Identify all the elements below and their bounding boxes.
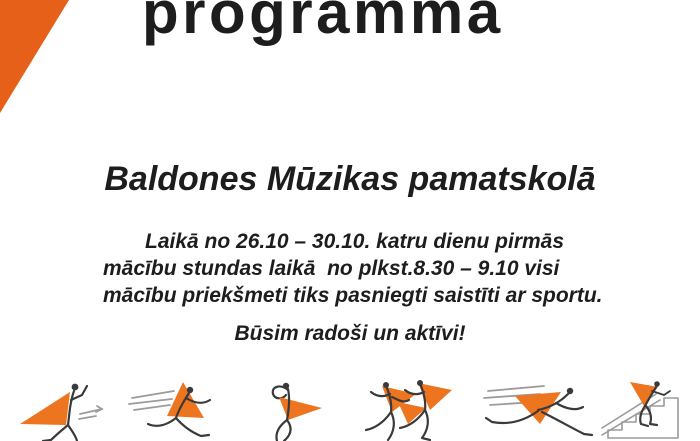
orienteer-sprinting-icon (126, 378, 228, 441)
orienteer-dashing-icon (482, 378, 598, 441)
orienteer-standing-icon (16, 378, 106, 441)
schedule-line-2: mācību stundas laikā no plkst.8.30 – 9.10 visi (103, 257, 560, 280)
orienteer-running-icon (248, 378, 332, 441)
closing-line: Būsim radoši un aktīvi! (234, 322, 466, 345)
orienteer-stairs-icon (600, 378, 692, 441)
schedule-line-3: mācību priekšmeti tiks pasniegti saistīti ar sportu. (103, 284, 603, 307)
school-name: Baldones Mūzikas pamatskolā (104, 160, 596, 198)
page-title: programma (142, 0, 504, 46)
orienteer-pair-icon (354, 378, 462, 441)
schedule-line-1: Laikā no 26.10 – 30.10. katru dienu pirmās (145, 230, 565, 253)
schedule-paragraph (103, 228, 603, 309)
figures-row (0, 378, 700, 441)
corner-accent-triangle (0, 0, 69, 113)
